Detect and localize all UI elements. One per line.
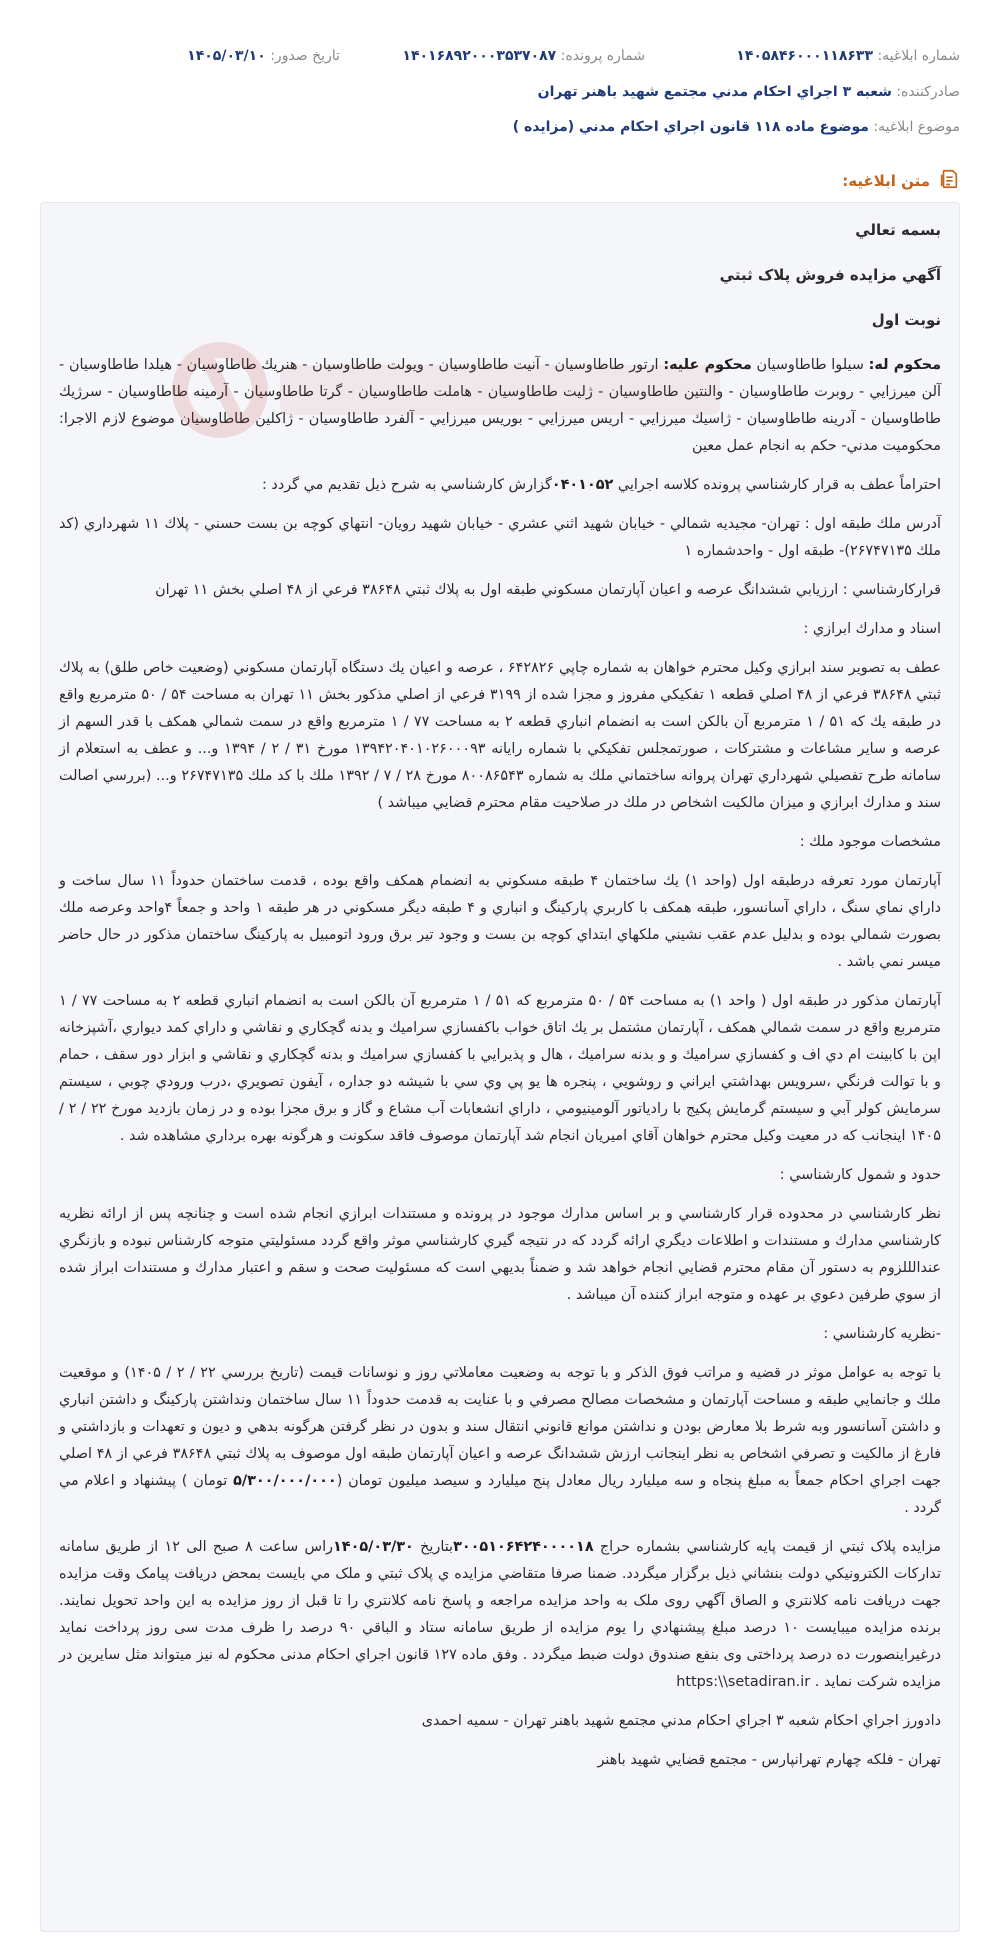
notice-number-label: شماره ابلاغيه: [877, 48, 960, 64]
plaintiff-name: سيلوا طاطاوسيان [751, 357, 869, 373]
body-location: تهران - فلکه چهارم تهرانپارس - مجتمع قضايي شهيد باهنر [597, 1752, 941, 1768]
issue-date-label: تاريخ صدور: [270, 48, 340, 64]
defendant-names: ارتور طاطاوسيان - آنيت طاطاوسيان - ويولت طاطاوسيان - هنريك طاطاوسيان - هيلدا طاطاوسيان - آلن ميرزايي - روبرت طاطاوسيان - والنتين طاطاوسيان - ژليت طاطاوسيان - هاملت طاطاوسيان - گرتا طاطاوسيان - آرمينه طاطاوسيان - سرژيك طاطاوسيان - آدرينه طاطاوسيان - ژاسيك ميرزايي - اريس ميرزايي - بوريس ميرزايي - آلفرد طاطاوسيان - ژاكلين طاطاوسيان موضوع لازم الاجرا: محكوميت مدني- حكم به انجام عمل معين [59, 357, 941, 454]
notice-text-heading [842, 168, 960, 194]
file-class-number: ۰۴۰۱۰۵۲ [551, 477, 614, 493]
body-auction [59, 1534, 941, 1696]
body-opinion-heading: -نظريه كارشناسي : [823, 1326, 941, 1342]
meta-row-ids [40, 48, 960, 70]
body-intro-text: احتراماً عطف به قرار کارشناسي پرونده کلاسه اجرايي [613, 477, 941, 493]
auction-date-label: بتاريخ [413, 1539, 454, 1555]
body-documents-heading: اسناد و مدارك ابرازي : [803, 621, 941, 637]
body-specs-heading: مشخصات موجود ملك : [799, 834, 941, 850]
issuer-row [40, 84, 960, 100]
subject-label: موضوع ابلاغيه: [873, 119, 960, 135]
auction-text-start: مزايده پلاک ثبتي از قيمت پايه کارشناسي بشماره حراج [593, 1539, 941, 1555]
auction-number: ۳۰۰۵۱۰۶۴۲۴۰۰۰۰۱۸ [453, 1539, 594, 1555]
notice-number-value: ۱۴۰۵۸۴۶۰۰۰۱۱۸۶۳۳ [736, 48, 873, 64]
valuation-amount: ۵/۳۰۰/۰۰۰/۰۰۰ [233, 1473, 337, 1489]
body-specs: آپارتمان مورد تعرفه درطبقه اول (واحد ۱) يك ساختمان ۴ طبقه مسكوني به انضمام همكف واقع بوده ، قدمت ساختمان حدوداً ۱۱ سال ساخت و داراي نماي سنگ ، داراي آسانسور، طبقه همكف با كاربري پاركينگ و انباري و ۴ طبقه ديگر مسكوني در هر طبقه ۱ واحد و جمعاً ۴واحد وعرصه ملك بصورت شمالي بوده و بدليل عدم عقب نشيني ملكهاي ابتداي كوچه بن بست و وجود تير برق ورود اتومبيل به پاركينگ ساختمان مذكور در حال حاضر ميسر نمي باشد . [59, 873, 942, 970]
auction-text-rest: راس ساعت ۸ صبح الی ۱۲ از طريق سامانه تدارکات الکترونيکي دولت بنشاني ذيل برگزار ميگردد. ضمنا صرفا متقاضي مزايده ي پلاک ثبتي و ملک مي بايست بمحض دريافت پيامک وقت مزايده جهت دريافت نامه کلانتري و الصاق آگهي روی ملک به واحد مزايده مراجعه و پاسخ نامه کلانتري را تا قبل از روز مزايده به اين واحد تحويل نمايند. برنده مزايده ميبايست ۱۰ درصد مبلغ پيشنهادي را يوم مزايده از طريق سامانه ستاد و الباقي ۹۰ درصد را ظرف مدت سی روز پرداخت نمايد درغيراينصورت ده درصد پرداختی وی بنفع صندوق دولت ضبط ميگردد . وفق ماده ۱۲۷ قانون اجراي احکام مدنی محکوم له نيز ميتواند مثل سايرين در مزايده شرکت نمايد . [59, 1539, 942, 1690]
body-expert-order: قرارکارشناسي : ارزيابي ششدانگ عرصه و اعيان آپارتمان مسكوني طبقه اول به پلاك ثبتي ۳۸۶۴۸ فرعي از ۴۸ اصلي بخش ۱۱ تهران [155, 582, 941, 598]
body-opinion-text-end: تومان ) پيشنهاد و اعلام مي گردد . [59, 1473, 941, 1516]
case-number-label: شماره پرونده: [560, 48, 645, 64]
body-opinion [59, 1360, 941, 1522]
setad-link[interactable]: https:\\setadiran.ir [676, 1674, 811, 1690]
issue-date-cell [187, 48, 340, 64]
body-bismillah: بسمه تعالي [855, 221, 941, 239]
body-intro [59, 472, 941, 499]
defendant-label: محکوم عليه: [663, 357, 752, 373]
plaintiff-label: محکوم له: [868, 357, 941, 373]
body-round: نوبت اول [871, 311, 941, 329]
document-icon [938, 168, 960, 194]
subject-row [40, 119, 960, 135]
issuer-label: صادرکننده: [896, 84, 960, 100]
body-scope: نظر كارشناسي در محدوده قرار كارشناسي و بر اساس مدارك موجود در پرونده و مستندات ابرازي انجام شده است و چنانچه پس از ارائه نظريه كارشناسي مدارك و مستندات و اطلاعات ديگري ارائه گردد كه در نتيجه گيري كارشناسي موثر واقع گردد مسئوليتي متوجه كارشناس نبوده و بازنگري عندالللزوم به دستور آن مقام محترم قضايي انجام خواهد شد و ضمناً بديهي است كه مسئوليت صحت و سقم و اعتبار مدارك و مستندات ابراز شده از سوي طرفين دعوي بر عهده و متوجه ابراز كننده آن ميباشد . [59, 1206, 941, 1303]
case-number-cell [402, 48, 645, 64]
body-intro-text-end: گزارش کارشناسي به شرح ذيل تقديم مي گردد : [261, 477, 552, 493]
issue-date-value: ۱۴۰۵/۰۳/۱۰ [187, 48, 266, 64]
body-apartment: آپارتمان مذكور در طبقه اول ( واحد ۱) به مساحت ۵۴ / ۵۰ مترمربع كه ۵۱ / ۱ مترمربع آن بالكن است به انضمام انباري قطعه ۲ به مساحت ۷۷ / ۱ مترمربع واقع در سمت شمالي همكف ، آپارتمان مشتمل بر يك اتاق خواب باكفسازي سراميك و بدنه گچكاري و نقاشي و داراي كمد ديواري ،آشپزخانه اپن با كابينت ام دي اف و كفسازي سراميك و و بدنه سراميك ، هال و پذيرايي با كفسازي سراميك و بدنه گچكاري و نقاشي و ابزار دور سقف ، حمام و با توالت فرنگي ،سرويس بهداشتي ايراني و روشويي ، پنجره ها يو پي وي سي با شيشه دو جداره ، آيفون تصويري ،درب ورودي چوبي ، سيستم سرمايش كولر آبي و سيستم گرمايش پكيج با رادياتور آلومينيومي ، داراي انشعابات آب مشاع و گاز و برق مجزا بوده و در زمان بازديد مورخ ۲۲ / ۲ / ۱۴۰۵ اينجانب كه در معيت وكيل محترم خواهان آقاي اميريان انجام شد آپارتمان موصوف فاقد سكونت و هرگونه بهره برداري مشاهده شد . [59, 993, 942, 1144]
body-ad-title: آگهي مزايده فروش پلاک ثبتي [719, 266, 941, 284]
body-parties [59, 352, 941, 460]
notice-body [40, 202, 960, 1932]
auction-date: ۱۴۰۵/۰۳/۳۰ [333, 1539, 414, 1555]
notice-number-cell [736, 48, 960, 64]
body-signature: دادورز اجراي احكام شعبه ۳ اجراي احكام مدني مجتمع شهيد باهنر تهران - سميه احمدی [421, 1713, 941, 1729]
notice-text-title: متن ابلاغيه: [842, 172, 930, 190]
body-address: آدرس ملك طبقه اول : تهران- مجيديه شمالي - خيابان شهيد اثني عشري - خيابان شهيد رويان- انتهاي كوچه بن بست حسني - پلاك ۱۱ شهرداري (كد ملك ۲۶۷۴۷۱۳۵)- طبقه اول - واحدشماره ۱ [59, 516, 941, 559]
body-opinion-text: با توجه به عوامل موثر در قضيه و مراتب فوق الذكر و با توجه به وضعيت معاملاتي روز و نوسانات قيمت (تاريخ بررسي ۲۲ / ۲ / ۱۴۰۵) و موقعيت ملك و جانمايي طبقه و مساحت آپارتمان و مشخصات مصالح مصرفي و با عنايت به قدمت حدوداً ۱۱ سال ساختمان ونداشتن پاركينگ و داشتن انباري و داشتن آسانسور وبه شرط بلا معارض بودن و نداشتن موانع قانوني انتقال سند و بدون در نظر گرفتن هرگونه بدهي و ديون و تعهدات و بازداشتي و فارغ از مالكيت و تصرفي اشخاص به نظر اينجانب ارزش ششدانگ عرصه و اعيان آپارتمان طبقه اول موصوف به پلاك ثبتي ۳۸۶۴۸ فرعي از ۴۸ اصلي جهت اجراي احكام جمعاً به مبلغ پنجاه و سه ميليارد ريال معادل پنج ميليارد و سيصد ميليون تومان ( [59, 1365, 942, 1489]
body-documents: عطف به تصوير سند ابرازي وكيل محترم خواهان به شماره چاپي ۶۴۲۸۲۶ ، عرصه و اعيان يك دستگاه آپارتمان مسكوني (وضعيت خاص طلق) به پلاك ثبتي ۳۸۶۴۸ فرعي از ۴۸ اصلي قطعه ۱ تفكيكي مفروز و مجزا شده از ۳۱۹۹ فرعي از اصلي مذكور بخش ۱۱ تهران به مساحت ۵۴ / ۵۰ مترمربع واقع در طبقه يك كه ۵۱ / ۱ مترمربع آن بالكن است به انضمام انباري قطعه ۲ به مساحت ۷۷ / ۱ مترمربع واقع در سمت شمالي همكف با قدر السهم از عرصه و ساير مشاعات و مشتركات ، صورتمجلس تفكيكي با شماره رايانه ۱۳۹۴۲۰۴۰۱۰۲۶۰۰۰۹۳ مورخ ۳۱ / ۲ / ۱۳۹۴ و... و عطف به استعلام از سامانه طرح تفصيلي شهرداري تهران پروانه ساختماني ملك به شماره ۸۰۰۸۶۵۴۳ مورخ ۲۸ / ۷ / ۱۳۹۲ ملك با كد ملك ۲۶۷۴۷۱۳۵ و... (بررسي اصالت سند و مدارك ابرازي و ميزان مالكيت اشخاص در ملك در صلاحيت مقام محترم قضايي ميباشد ) [59, 660, 942, 811]
body-scope-heading: حدود و شمول كارشناسي : [779, 1167, 941, 1183]
case-number-value: ۱۴۰۱۶۸۹۲۰۰۰۳۵۳۷۰۸۷ [402, 48, 557, 64]
issuer-value: شعبه ۳ اجراي احكام مدني مجتمع شهيد باهنر تهران [537, 84, 892, 100]
subject-value: موضوع ماده ۱۱۸ قانون اجراي احكام مدني (مزايده ) [512, 119, 869, 135]
